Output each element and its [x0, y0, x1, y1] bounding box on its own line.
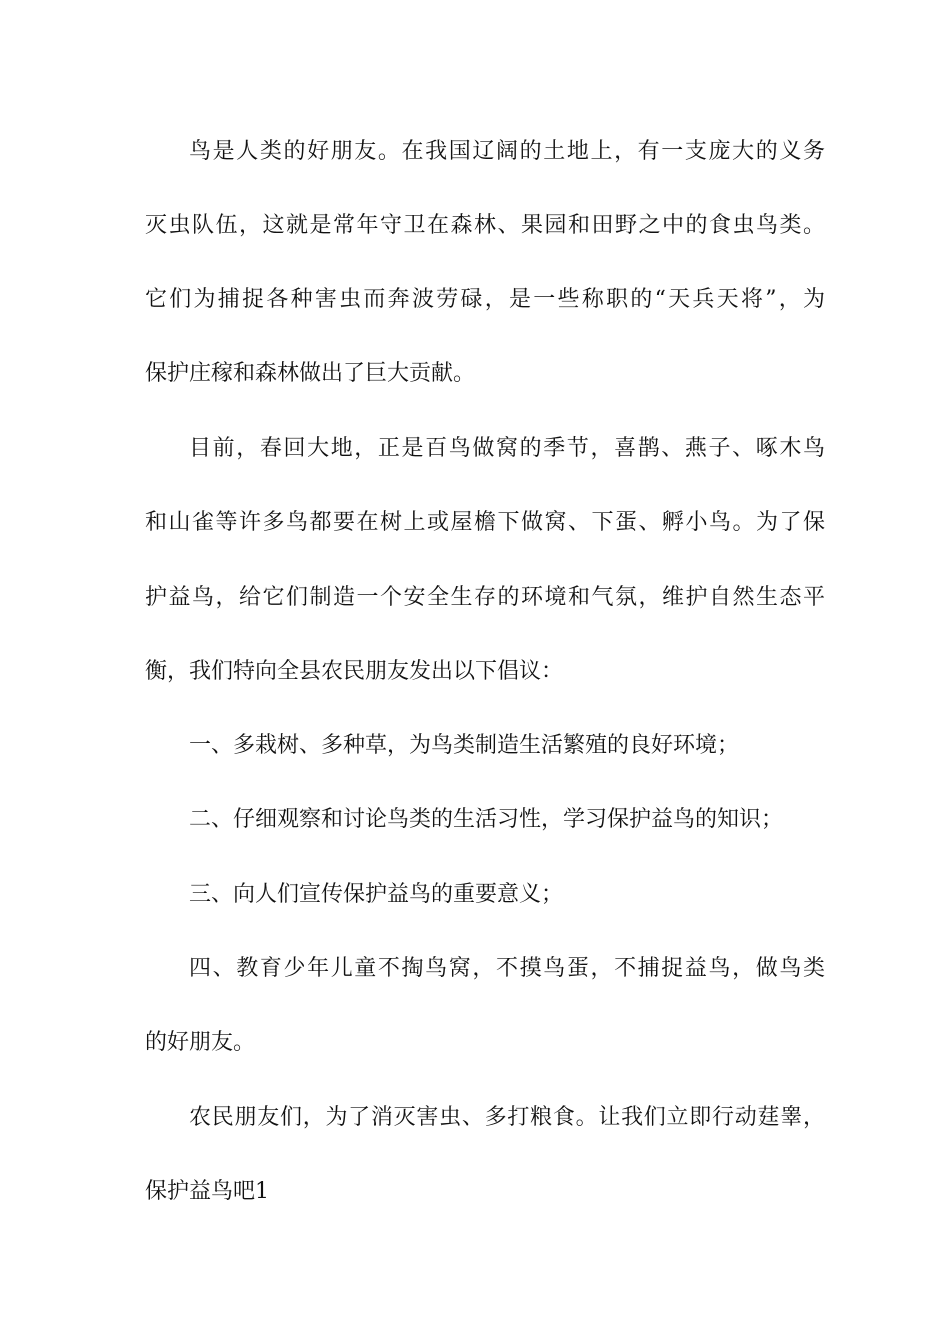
proposal-item-3: 三、向人们宣传保护益鸟的重要意义；	[189, 882, 564, 907]
paragraph-2-line-2: 和山雀等许多鸟都要在树上或屋檐下做窝、下蛋、孵小鸟。为了保	[145, 510, 825, 535]
proposal-item-1: 一、多栽树、多种草，为鸟类制造生活繁殖的良好环境；	[189, 733, 740, 758]
paragraph-2-line-1: 目前，春回大地，正是百鸟做窝的季节，喜鹊、燕子、啄木鸟	[189, 436, 825, 461]
proposal-item-4-line-1: 四、教育少年儿童不掏鸟窝，不摸鸟蛋，不捕捉益鸟，做鸟类	[189, 956, 825, 981]
paragraph-1-line-3: 它们为捕捉各种害虫而奔波劳碌，是一些称职的“天兵天将”，为	[145, 287, 825, 312]
paragraph-1-line-1: 鸟是人类的好朋友。在我国辽阔的土地上，有一支庞大的义务	[189, 139, 825, 164]
proposal-item-4-line-2: 的好朋友。	[145, 1030, 256, 1055]
paragraph-2-line-3: 护益鸟，给它们制造一个安全生存的环境和气氛，维护自然生态平	[145, 585, 825, 610]
paragraph-1-line-2: 灭虫队伍，这就是常年守卫在森林、果园和田野之中的食虫鸟类。	[145, 213, 825, 238]
closing-line-2: 保护益鸟吧1	[145, 1179, 269, 1204]
paragraph-1-line-4: 保护庄稼和森林做出了巨大贡献。	[145, 361, 476, 386]
paragraph-2-line-4: 衡，我们特向全县农民朋友发出以下倡议：	[145, 659, 564, 684]
closing-line-1: 农民朋友们，为了消灭害虫、多打粮食。让我们立即行动莛睾，	[189, 1105, 825, 1130]
proposal-item-2: 二、仔细观察和讨论鸟类的生活习性，学习保护益鸟的知识；	[189, 807, 784, 832]
